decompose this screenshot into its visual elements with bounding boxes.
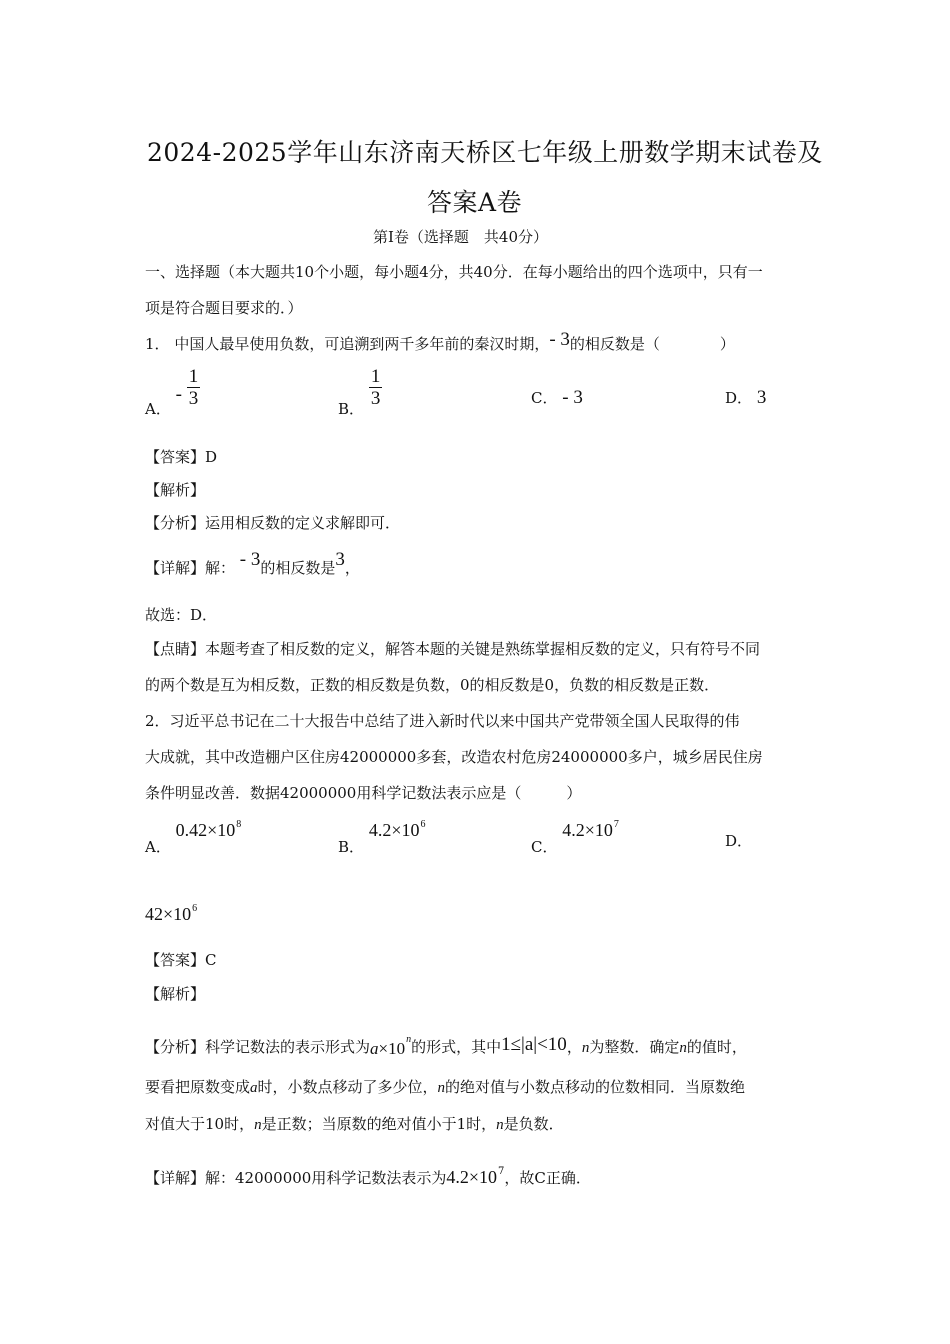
line3-n2: n [496, 1117, 504, 1133]
line3-n1: n [254, 1117, 262, 1133]
detail-mid: 的相反数是 [260, 559, 336, 577]
question-2-option-d-label[interactable]: D． [725, 832, 753, 850]
option-d-value: 3 [756, 387, 767, 408]
question-1-math: - 3 [549, 329, 570, 350]
question-2-fenxi-line1 [145, 1030, 747, 1058]
question-2-analysis-heading: 【解析】 [145, 985, 206, 1003]
line2-a: a [250, 1080, 258, 1096]
question-1-option-a[interactable] [145, 366, 200, 418]
question-1-answer: 【答案】D [145, 448, 218, 466]
fenxi-n-exp: n [406, 1034, 412, 1045]
option-a-label: A． [145, 838, 171, 856]
option-b-fraction [369, 366, 383, 409]
question-1-text: 中国人最早使用负数，可追溯到两千多年前的秦汉时期， [174, 335, 550, 353]
detail-math-2: 3 [335, 549, 345, 570]
question-1-analysis-heading: 【解析】 [145, 481, 206, 499]
question-2-option-c[interactable] [531, 815, 619, 856]
question-2-option-a[interactable] [145, 815, 242, 856]
question-1-comment-line1: 【点睛】本题考查了相反数的定义，解答本题的关键是熟练掌握相反数的定义，只有符号不同 [145, 640, 761, 658]
option-a-sign: - [175, 383, 182, 405]
question-2-detail [145, 1162, 591, 1188]
question-1-stem [145, 329, 735, 354]
q2-detail-base: 4.2×10 [446, 1167, 498, 1187]
question-2-stem-line3: 条件明显改善．数据42000000用科学记数法表示应是（ ） [145, 784, 582, 802]
question-1-number: 1． [145, 335, 170, 353]
fenxi-a: a [370, 1039, 379, 1058]
line3-pre: 对值大于10时， [145, 1115, 255, 1133]
question-1-choose: 故选：D． [145, 606, 218, 624]
question-1-option-b[interactable] [338, 366, 382, 418]
line2-mid: 时，小数点移动了多少位， [257, 1078, 438, 1096]
question-2-option-d-value[interactable] [145, 903, 197, 925]
fenxi-n3: n [679, 1040, 687, 1056]
line2-n: n [437, 1080, 446, 1096]
option-a-label: A． [145, 399, 171, 418]
fenxi-mid2: 为整数．确定 [589, 1038, 680, 1056]
option-b-base: 4.2×10 [368, 820, 420, 840]
section-instructions-line1: 一、选择题（本大题共10个小题，每小题4分，共40分．在每小题给出的四个选项中，只有一 [145, 263, 763, 281]
document-title-line1: 2024-2025学年山东济南天桥区七年级上册数学期末试卷及 [147, 138, 823, 167]
option-b-label: B． [338, 399, 365, 418]
question-2-option-b[interactable] [338, 815, 426, 856]
detail-end: ， [344, 559, 360, 577]
fenxi-mid: 的形式，其中 [411, 1038, 502, 1056]
option-c-exponent: 7 [613, 819, 619, 830]
option-b-numerator: 1 [370, 366, 381, 387]
line3-mid: 是正数；当原数的绝对值小于1时， [261, 1115, 497, 1133]
option-d-exponent: 6 [192, 903, 198, 914]
question-1-option-d[interactable] [725, 388, 766, 408]
option-c-label: C． [531, 838, 558, 856]
option-c-value [562, 820, 619, 840]
fenxi-range: 1≤|a|<10 [501, 1034, 567, 1055]
line2-pre: 要看把原数变成 [145, 1078, 251, 1096]
question-1-comment-line2: 的两个数是互为相反数，正数的相反数是负数，0的相反数是0，负数的相反数是正数． [145, 676, 720, 694]
option-a-denominator: 3 [188, 388, 199, 409]
detail-math-1: - 3 [239, 549, 261, 570]
section-subtitle: 第Ⅰ卷（选择题 共40分） [373, 228, 549, 246]
section-instructions-line2: 项是符合题目要求的．） [145, 299, 303, 317]
question-1-text-end: 的相反数是（ ） [569, 335, 735, 353]
option-a-numerator: 1 [188, 366, 199, 387]
fenxi-end: 的值时， [686, 1038, 747, 1056]
question-1-detail [145, 549, 360, 578]
question-2-answer: 【答案】C [145, 951, 217, 969]
option-b-exponent: 6 [420, 819, 426, 830]
option-d-label: D． [725, 389, 753, 407]
question-2-fenxi-line2 [145, 1077, 745, 1098]
option-b-label: B． [338, 838, 365, 856]
line3-end: 是负数． [503, 1115, 564, 1133]
question-1-option-c[interactable] [531, 388, 583, 408]
line2-end: 的绝对值与小数点移动的位数相同．当原数绝 [445, 1078, 746, 1096]
fenxi-sep: ， [566, 1038, 582, 1056]
question-2-stem-line1: 2．习近平总书记在二十大报告中总结了进入新时代以来中国共产党带领全国人民取得的伟 [145, 712, 740, 730]
option-a-value [176, 820, 242, 840]
question-1-fenxi: 【分析】运用相反数的定义求解即可． [145, 514, 401, 532]
detail-prefix: 【详解】解： [145, 559, 236, 577]
option-c-value: - 3 [562, 387, 583, 408]
option-c-base: 4.2×10 [562, 820, 613, 840]
question-2-fenxi-line3 [145, 1114, 564, 1135]
option-a-base: 0.42×10 [175, 820, 236, 840]
q2-detail-end: ，故C正确． [504, 1169, 591, 1187]
document-title-line2: 答案A卷 [427, 188, 523, 217]
option-d-base: 42×10 [145, 904, 192, 924]
fenxi-times: ×10 [378, 1039, 406, 1058]
fenxi-n2: n [581, 1040, 590, 1056]
option-a-exponent: 8 [236, 819, 242, 830]
option-b-value [369, 820, 426, 840]
q2-detail-exponent: 7 [498, 1166, 505, 1177]
q2-detail-prefix: 【详解】解：42000000用科学记数法表示为 [145, 1169, 447, 1187]
question-2-stem-line2: 大成就，其中改造棚户区住房42000000多套，改造农村危房24000000多户，城乡居民住房 [145, 748, 763, 766]
option-c-label: C． [531, 389, 558, 407]
option-b-denominator: 3 [370, 388, 381, 409]
fenxi-prefix: 【分析】科学记数法的表示形式为 [145, 1038, 371, 1056]
option-a-fraction [187, 366, 201, 409]
